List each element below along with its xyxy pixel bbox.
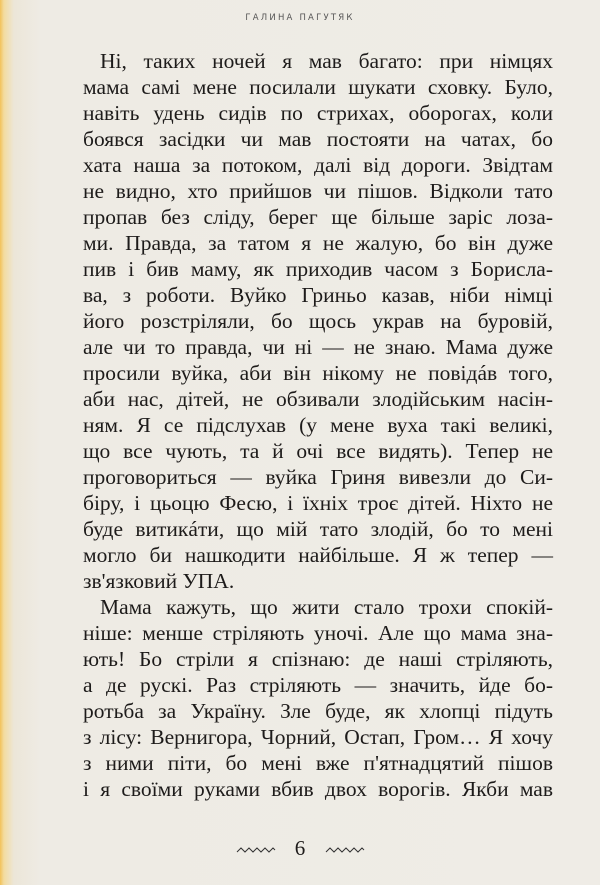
wave-ornament-left-icon [222,836,290,861]
text-line: хата наша за потоком, далі від дороги. Звідтам [83,153,553,177]
text-line: але чи то правда, чи ні — не знаю. Мама дуже [83,335,553,359]
text-line: пив і бив маму, як приходив часом з Борисла- [83,257,553,281]
wave-ornament-right-icon [311,836,379,861]
text-line: ва, з роботи. Вуйко Гриньо казав, ніби німці [83,283,553,307]
text-line: зв'язковий УПА. [83,569,235,593]
paragraph [83,48,553,594]
paragraph [83,594,553,802]
text-line: з ними піти, бо мені вже п'ятнадцятий пішов [83,751,553,775]
text-line: мама самі мене посилали шукати сховку. Було, [83,75,553,99]
text-line: не видно, хто прийшов чи пішов. Відколи тато [83,179,553,203]
text-line: просили вуйка, аби він нікому не повідáв того, [83,361,553,385]
running-header-author: ГАЛИНА ПАГУТЯК [245,13,355,23]
body-text [83,48,553,802]
text-line: Мама кажуть, що жити стало трохи спокій- [100,595,553,619]
text-line: ніше: менше стріляють уночі. Але що мама зна- [83,621,553,645]
text-line: біру, і цьоцю Фесю, і їхніх троє дітей. Ніхто не [83,491,553,515]
page-number: 6 [294,835,306,860]
text-line: ням. Я се підслухав (у мене вуха такі великі, [83,413,553,437]
text-line: пропав без сліду, берег ще більше заріс лоза- [83,205,553,229]
text-line: ротьба за Україну. Зле буде, як хлопці підуть [83,699,553,723]
page-footer [0,834,600,861]
text-line: могло би нашкодити найбільше. Я ж тепер — [83,543,553,567]
text-line: що все чують, та й очі все видять). Тепер не [83,439,553,463]
text-line: з лісу: Вернигора, Чорний, Остап, Гром… Я хочу [83,725,553,749]
text-line: навіть удень сидів по стрихах, оборогах, коли [83,101,553,125]
text-line: ють! Бо стріли я спізнаю: де наші стріляють, [83,647,553,671]
text-line: а де рускі. Раз стріляють — значить, йде бо- [83,673,553,697]
text-line: аби нас, дітей, не обзивали злодійським насін- [83,387,553,411]
text-line: боявся засідки чи мав постояти на чатах, бо [83,127,553,151]
text-line: його розстріляли, бо щось украв на буровій, [83,309,553,333]
text-line: буде витикáти, що мій тато злодій, бо то мені [83,517,553,541]
text-line: Ні, таких ночей я мав багато: при німцях [100,49,553,73]
text-line: проговориться — вуйка Гриня вивезли до Си- [83,465,553,489]
text-line: ми. Правда, за татом я не жалую, бо він дуже [83,231,553,255]
text-line: і я своїми руками вбив двох ворогів. Якби мав [83,777,553,801]
